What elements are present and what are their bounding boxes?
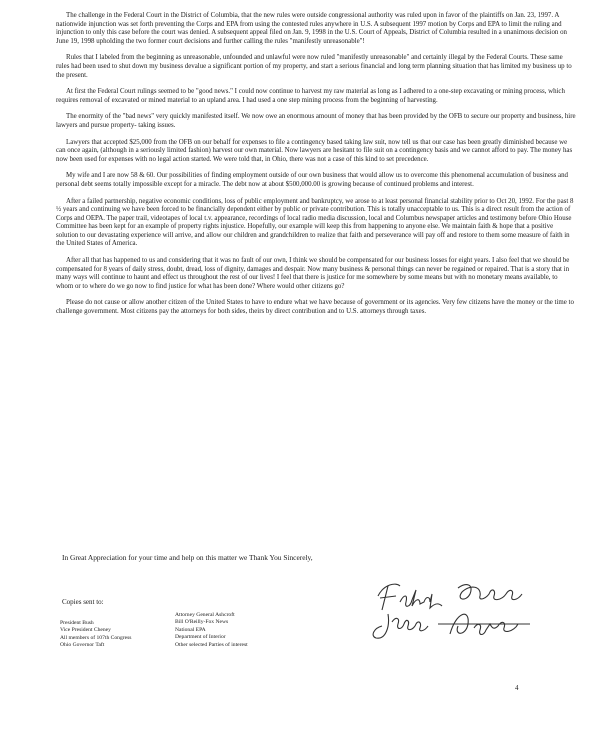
recipient: Vice President Cheney: [60, 627, 111, 634]
paragraph-3: At first the Federal Court rulings seemed to be "good news." I could now continue to harvest my raw material as long as I adhered to a one-step excavating or mining process, which requires removal of excavated or mined material to an upland area. I had used a one step mining process from the beginning of harvesting.: [56, 88, 565, 104]
recipient: Other selected Parties of interest: [175, 641, 248, 648]
recipient: Department of Interior: [175, 634, 226, 641]
closing-line: In Great Appreciation for your time and help on this matter we Thank You Sincerely,: [62, 553, 313, 562]
recipient: Attorney General Ashcroft: [175, 612, 235, 618]
copies-recipients-right: [175, 612, 248, 649]
paragraph-1: The challenge in the Federal Court in the District of Columbia, that the new rules were outside congressional authority was ruled upon in favor of the plaintiffs on Jan. 23, 1997. A nationwide injunction was set forth preventing the Corps and EPA from using the contested rules anywhere in U.S. A subsequent 1997 motion by Corps and EPA to limit the ruling and injunction to only this case before the court was denied. A subsequent appeal filed on Jan. 9, 1998 in the U.S. Court of Appeals, District of Columbia resulted in a unanimous decision on June 19, 1998 upholding the two former court decisions and further calling the rules "manifestly unreasonable"!: [56, 12, 567, 45]
recipient: All members of 107th Congress: [60, 634, 132, 641]
paragraph-8: After all that has happened to us and considering that it was no fault of our own, I think we should be compensated for our business losses for eight years. I also feel that we should be compensated for 8 years of daily stress, doubt, dread, loss of dignity, damages and despair. Now many business & personal things can never be regained or repaired. That is a story that in many ways will continue to haunt and effect us throughout the rest of our lives! I feel that there is justice for me somewhere by some means but with no monetary means available, to whom or to where do we go now to find justice for what has been done? Where would other citizens go?: [56, 257, 570, 290]
recipient: President Bush: [60, 620, 94, 626]
paragraph-7: After a failed partnership, negative economic conditions, loss of public employment and bankruptcy, we arose to at least personal financial stability prior to Oct 20, 1992. For the past 8 ½ years and continuing we have been forced to be financially dependent either by public or private contribution. This is totally unacceptable to us. This is a direct result from the action of Corps and OEPA. The paper trail, videotapes of local t.v. appearance, recordings of local radio media discussion, local and Columbus newspaper articles and testimony before Ohio House Committee has been kept for an example of property rights injustice. Hopefully, our example will keep this from happening to anyone else. We maintain faith & hope that a positive solution to our devastating experience will arrive, and allow our children and grandchildren to realize that faith and perseverance will pay off and restore to them some measure of faith in the United States of America.: [56, 197, 574, 248]
recipient: National EPA: [175, 626, 206, 633]
paragraph-4: The enormity of the "bad news" very quickly manifested itself. We now owe an enormous amount of money that has been provided by the OFB to secure our property and business, hire lawyers and pursue property- taking issues.: [56, 113, 576, 129]
letter-body: [56, 12, 576, 325]
copies-recipients-left: [60, 620, 131, 650]
paragraph-5: Lawyers that accepted $25,000 from the OFB on our behalf for expenses to file a contingency based taking law suit, now tell us that our case has been greatly diminished because we can once again, (although in a seriously limited fashion) harvest our own material. Now lawyers are hesitant to file suit on a contingency basis and we cannot afford to pay. The money has now been used for expenses with no legal action started. We were told that, in Ohio, there was not a case of this kind to set precedence.: [56, 138, 573, 163]
paragraph-9: Please do not cause or allow another citizen of the United States to have to endure what we have because of government or its agencies. Very few citizens have the money or the time to challenge government. Most citizens pay the attorneys for both sides, theirs by direct contribution and to U.S. attorneys through taxes.: [56, 299, 574, 316]
handwritten-signatures: [370, 578, 550, 648]
recipient: Bill O'Reilly-Fox News: [175, 619, 229, 626]
page-number: 4: [515, 684, 519, 692]
copies-sent-label: Copies sent to:: [62, 598, 104, 606]
recipient: Ohio Governor Taft: [60, 642, 105, 649]
signature-image: [370, 578, 550, 648]
paragraph-2: Rules that I labeled from the beginning as unreasonable, unfounded and unlawful were now ruled "manifestly unreasonable" and certainly illegal by the Federal Courts. These same rules had been used to shut down my business devalue a significant portion of my property, and start a serious financial and long term planning situation that has limited my business up to the present.: [56, 54, 572, 79]
paragraph-6: My wife and I are now 58 & 60. Our possibilities of finding employment outside of our own business that would allow us to overcome this phenomenal accumulation of business and personal debt seems totally impossible except for a miracle. The debt now at about $500,000.00 is growing because of continued problems and interest.: [56, 172, 568, 188]
